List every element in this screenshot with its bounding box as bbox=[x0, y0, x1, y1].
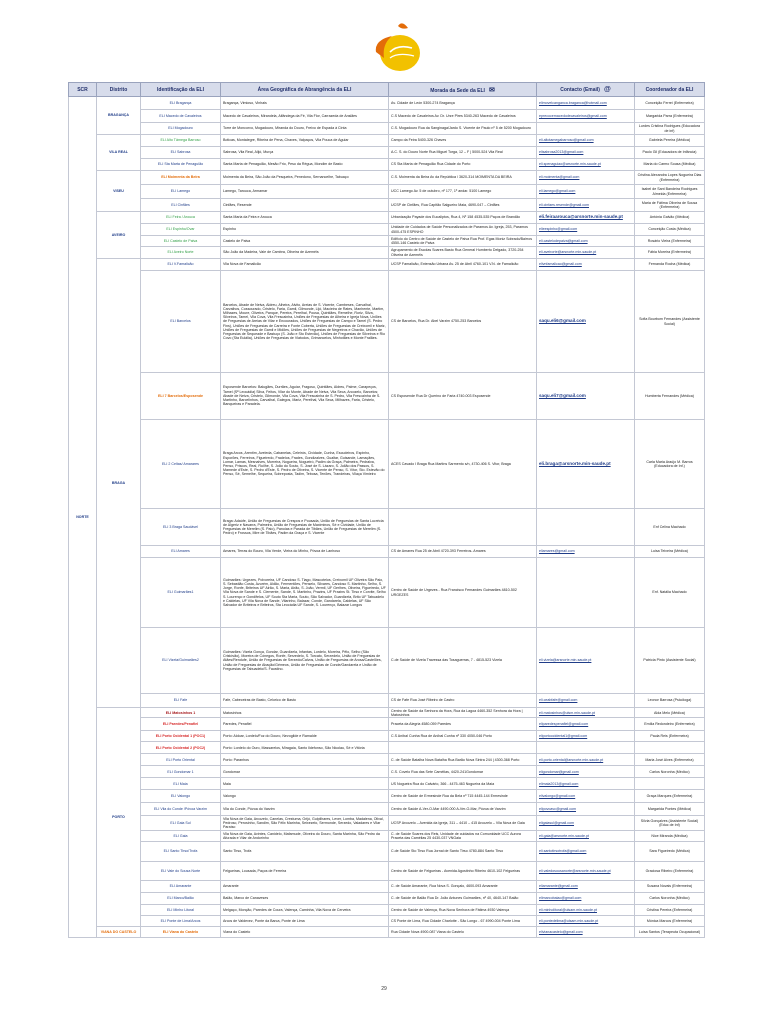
table-row bbox=[69, 731, 705, 742]
coordinator-cell: Conceição Costa (Médica) bbox=[635, 224, 705, 236]
coordinator-cell: Sara Figueiredo (Médica) bbox=[635, 842, 705, 862]
address-cell: CS Sta Marta de Penaguião Rua Cidade do Porto bbox=[389, 159, 537, 171]
eli-name: ELI Vizela/Guimarães2 bbox=[141, 628, 221, 694]
address-cell: C. de Saúde Soares dos Reis, Unidade de cuidados na Comunidade UCC Aurora Praceta das Camélias 25 4430-037 VNGaia bbox=[389, 831, 537, 842]
eli-name: ELI Espinho/Ovar bbox=[141, 224, 221, 236]
address-cell bbox=[389, 509, 537, 546]
eli-name: ELI Vila do Conde /Póvoa Varzim bbox=[141, 803, 221, 816]
coordinator-cell: Graciosa Ribeiro (Enfermeira) bbox=[635, 862, 705, 881]
eli-name: ELI Paredes/Penafiel bbox=[141, 718, 221, 731]
area-cell: Torre de Moncorvo, Mogadouro, Miranda do Douro, Freixo de Espada à Cinta bbox=[221, 123, 389, 135]
table-row bbox=[69, 558, 705, 628]
coordinator-cell: Sílvia Gonçalves (Assistente Social) (Educ de Inf) bbox=[635, 816, 705, 831]
table-row bbox=[69, 147, 705, 159]
eli-name: ELI 2 Celtas/ Amarares bbox=[141, 420, 221, 509]
address-cell: ACES Cavado I Braga Rua Martins Sarmento s/n, 4730-406 S. Vitor, Braga bbox=[389, 420, 537, 509]
eli-name: ELI Alto Tâmega Barroso bbox=[141, 135, 221, 147]
coordinator-cell: Margarida Parra (Enfermeira) bbox=[635, 110, 705, 123]
coordinator-cell: Margarida Pontes (Médica) bbox=[635, 803, 705, 816]
coordinator-cell: Isabel de Sant Bandeira Rodrigues Almeida (Enfermeira) bbox=[635, 185, 705, 199]
email-link[interactable] bbox=[537, 742, 635, 754]
coordinator-cell: Susana Novais (Enfermeira) bbox=[635, 881, 705, 893]
email-link[interactable]: eli.braga@arsnorte.min-saude.pt bbox=[537, 420, 635, 509]
table-row bbox=[69, 842, 705, 862]
table-row bbox=[69, 97, 705, 110]
address-cell: C.S Aníbal Cunha Rua de Aníbal Cunha nº 330 4050-046 Porto bbox=[389, 731, 537, 742]
eli-name: ELI Matosinhos 1 bbox=[141, 708, 221, 718]
eli-name: ELI Sta Marta de Penaguião bbox=[141, 159, 221, 171]
eli-name: ELI Santo Tirso/Trofa bbox=[141, 842, 221, 862]
eli-name: ELI Viana do Castelo bbox=[141, 927, 221, 938]
table-row bbox=[69, 236, 705, 247]
table-row bbox=[69, 247, 705, 259]
email-link[interactable]: eligondomar@gmail.com bbox=[537, 766, 635, 778]
eli-name: ELI Bragança bbox=[141, 97, 221, 110]
eli-name: ELI Valongo bbox=[141, 790, 221, 803]
coordinator-cell: Carlos Noronha (Médico) bbox=[635, 893, 705, 905]
address-cell: CS Ponte de Lima, Rua Cidade Charlotte - São Longo - 67 4990-004 Ponte Lima bbox=[389, 916, 537, 927]
area-cell: Valongo bbox=[221, 790, 389, 803]
district-cell: BRAGA bbox=[97, 259, 141, 708]
eli-name: ELI Ponte de Lima/Arcos bbox=[141, 916, 221, 927]
eli-table bbox=[68, 82, 705, 938]
address-cell: Centro de Saúde de Valença, Rua Nova Senhora de Fátima 4930 Valença bbox=[389, 905, 537, 916]
envelope-icon: ✉ bbox=[488, 86, 495, 94]
header-contact: Contacto (Email) @ bbox=[537, 83, 635, 97]
eli-name: ELI Moimenta da Beira bbox=[141, 171, 221, 185]
address-cell: C.S. Moimenta da Beira Av da República / 3620-314 MOIMENTA DA BEIRA bbox=[389, 171, 537, 185]
area-cell: Santa Marta de Penaguião, Mesão Frio, Peso da Régua, Mondim de Basto bbox=[221, 159, 389, 171]
eli-name: ELI Maia bbox=[141, 778, 221, 790]
area-cell: Santa Maria da Feira e Arouca bbox=[221, 212, 389, 224]
address-cell: C. de Saúde de Baião Rua Dr. João Antunes Guimarães, nº 40, 4640-147 Baião bbox=[389, 893, 537, 905]
email-link[interactable] bbox=[537, 558, 635, 628]
email-link[interactable]: eli.aveirorte@arsnorte.min-saude.pt bbox=[537, 247, 635, 259]
address-cell: C. de Saúde Amarante, Rua Nova S. Gonçalo, 4600-093 Amarante bbox=[389, 881, 537, 893]
coordinator-cell: Fábia Moreira (Enfermeira) bbox=[635, 247, 705, 259]
district-cell: VISEU bbox=[97, 171, 141, 212]
table-row bbox=[69, 199, 705, 212]
email-link[interactable]: eli.matosinhos@ulsm.min-saude.pt bbox=[537, 708, 635, 718]
table-row bbox=[69, 862, 705, 881]
eli-name: ELI Marco/Baião bbox=[141, 893, 221, 905]
address-cell: CS de Barcelos, Rua Dr. Abel Varzim 4750-253 Barcelos bbox=[389, 271, 537, 373]
coordinator-cell: Maria José Alves (Enfermeira) bbox=[635, 754, 705, 766]
email-link[interactable]: elipovoavc@gmail.com bbox=[537, 803, 635, 816]
table-row bbox=[69, 271, 705, 373]
table-row bbox=[69, 212, 705, 224]
address-cell: Unidade de Cuidados de Saúde Personalizados de Paramos Av. Igreja, 253, Paramos 4500-475 ESPINHO bbox=[389, 224, 537, 236]
email-link[interactable]: eli.pontedelima@ulsam.min-saude.pt bbox=[537, 916, 635, 927]
coordinator-cell: Paulo Gil (Educadora de Infância) bbox=[635, 147, 705, 159]
logo-icon bbox=[368, 22, 424, 74]
table-row bbox=[69, 224, 705, 236]
area-cell: Guimarães: Urgezes, Polvoreira, UF Candoso S. Tiago, Mascotelos, Creixomil UF Oliveira São Paio, S. Sebastião Costa, Azurém, Aldão, Fermentões, Penselo, Silvares, Candoso S. Martinho, Selho, S. Jorge, Ronfe, Briteiros UF Airão, S. Maria, Airão, S. João, Vermil, UF Gerlhes, Oliveira, Figueiredo, UF Vila Nova de Sande e S. Clemente, Sande, S. Martinho, Prazins, UF Prazins St. Tirso e Corvite, Selho S. Lourenço e Gondifelos, UF Souto Sta Maria, Souto, São Salvador, Guardizela, Brito UF Tabuadelo e Caldelas, UF Vila Nova de Sande, Vilarinho, Balazar, Conde, Gandarela, Caldelas, UF São Salvador de Briteiros e Briteiros, Sta Leocádia UF Sande, S. Lourenço, Balazar Longos bbox=[221, 558, 389, 628]
address-cell: Edifício do Centro de Saúde de Castelo de Paiva Rua Prof. Egas Moniz Sobrado/Bairros 4550-146 Castelo de Paiva bbox=[389, 236, 537, 247]
table-row bbox=[69, 718, 705, 731]
area-cell: Porto: Paranhos bbox=[221, 754, 389, 766]
eli-name: ELI Vale do Sousa Norte bbox=[141, 862, 221, 881]
coordinator-cell: Maria de Fátima Oliveira de Sousa (Enfermeira) bbox=[635, 199, 705, 212]
email-link[interactable]: elisabrosa2013@gmail.com bbox=[537, 147, 635, 159]
email-link[interactable]: eli.lamego@gmail.com bbox=[537, 185, 635, 199]
table-row bbox=[69, 171, 705, 185]
area-cell: Braga: Adaúfe, União de Freguesias de Crespos e Pousada, União de Freguesias de Santa Lucrécia de Algeriz e Navarra, Palmeira, União de Freguesias de Maximinos, Sé e Cividade, União de Freguesias de Merelim (S. Paio), Panoias e Parada de Tibães, União de Freguesias de Merelim (S. Pedro) e Frossos, Mire de Tibães, Padim da Graça e S. Vicente bbox=[221, 509, 389, 546]
at-icon: @ bbox=[603, 86, 611, 93]
email-link[interactable]: saqu.eli7@gmail.com bbox=[537, 373, 635, 420]
coordinator-cell: Conceição Ferrei (Enfermeira) bbox=[635, 97, 705, 110]
address-cell: CS de Fafe Rua José Ribeiro de Castro bbox=[389, 694, 537, 708]
coordinator-cell: Rosário Vieira (Enfermeira) bbox=[635, 236, 705, 247]
address-cell: Agrupamento de Escolas Soares Basto Rua General Humberto Delgado, 3720-254 Oliveira de Azeméis bbox=[389, 247, 537, 259]
eli-name: ELI 7 Barcelos/Esposende bbox=[141, 373, 221, 420]
email-link[interactable] bbox=[537, 123, 635, 135]
area-cell: Arcos de Valdevez, Ponte da Barca, Ponte de Lima bbox=[221, 916, 389, 927]
address-cell: UCSP Famalicão, Extensão Urbana Av. 25 de Abril 4760-101 V.N. de Famalicão bbox=[389, 259, 537, 271]
area-cell: Viana do Castelo bbox=[221, 927, 389, 938]
eli-name: ELI Feira / Arouca bbox=[141, 212, 221, 224]
area-cell: Fafe, Cabeceiras de Basto, Celorico de Basto bbox=[221, 694, 389, 708]
table-row bbox=[69, 742, 705, 754]
address-cell: UCC Lamego Av. 5 de outubro, nº 177, 1º andar. 5100 Lamego bbox=[389, 185, 537, 199]
area-cell: Vila Nova de Famalicão bbox=[221, 259, 389, 271]
address-cell: Av. Cidade de León 5300-274 Bragança bbox=[389, 97, 537, 110]
area-cell: São João da Madeira, Vale de Cambra, Oliveira de Azeméis bbox=[221, 247, 389, 259]
email-link[interactable]: elimovelcanganca.braganca@hotmail.com bbox=[537, 97, 635, 110]
table-row bbox=[69, 110, 705, 123]
eli-name: ELI Gaia Sul bbox=[141, 816, 221, 831]
eli-name: ELI 3 Braga Saudável bbox=[141, 509, 221, 546]
table-header bbox=[69, 83, 705, 97]
district-cell: AVEIRO bbox=[97, 212, 141, 259]
area-cell: Bragança, Vimioso, Vinhais bbox=[221, 97, 389, 110]
area-cell: Vila do Conde, Póvoa do Varzim bbox=[221, 803, 389, 816]
area-cell: Amares, Terras do Bouro, Vila Verde, Vieira do Minho, Póvoa de Lanhoso bbox=[221, 546, 389, 558]
address-cell: Praceta da Alegria 4580-059 Paredes bbox=[389, 718, 537, 731]
sch-cell: NORTE bbox=[69, 97, 97, 938]
district-cell: VIANA DO CASTELO bbox=[97, 927, 141, 938]
email-link[interactable]: eli.porto.oriental@arsnorte.min-saude.pt bbox=[537, 754, 635, 766]
email-link[interactable] bbox=[537, 509, 635, 546]
area-cell: Porto: Lordelo do Ouro, Massarelos, Miragaia, Santo Ildefonso, São Nicolau, Sé e Vitória bbox=[221, 742, 389, 754]
table-row bbox=[69, 135, 705, 147]
eli-name: ELI Barcelos bbox=[141, 271, 221, 373]
table-row bbox=[69, 694, 705, 708]
coordinator-cell: Humberta Fernandes (Médica) bbox=[635, 373, 705, 420]
address-cell: US Nogueira Rua do Calvário, 366 - 4475-463 Nogueira da Maia bbox=[389, 778, 537, 790]
email-link[interactable]: eliamarante@gmail.com bbox=[537, 881, 635, 893]
email-link[interactable]: elimarcobaiao@gmail.com bbox=[537, 893, 635, 905]
email-link[interactable]: elieespinho@gmail.com bbox=[537, 224, 635, 236]
area-cell: Maia bbox=[221, 778, 389, 790]
table-row bbox=[69, 803, 705, 816]
email-link[interactable]: eli.minholitoral@ulsam.min-saude.pt bbox=[537, 905, 635, 916]
page-number: 29 bbox=[381, 986, 387, 992]
email-link[interactable]: eliportoocidental1@gmail.com bbox=[537, 731, 635, 742]
area-cell: Esposende Barcelos: Balugães, Durrães, Aguiar, Fragoso, Quintiães, Aldreu, Palme, Carapeços, Tamel (Sª Leocádia) Silva, Feitos, Vilar do Monte, Abade de Neiva, Vila Seca, Arcozelo, Barcelos; Abade de Neiva, Cristelo, Gilmonde, Vila Cova, Vila Frescainha de S. Pedro, Vila Frescainha de S. Martinho, Barcelinhos, Carvalhal, Galegos, Mariz, Perelhal, Vila Seca, Milhazes, Faria, Cristelo, Banqueiras e Paradela. bbox=[221, 373, 389, 420]
table-row bbox=[69, 628, 705, 694]
address-cell: C.S Macedo de Cavaleiros Av. Dr. Urze Pires 5340-263 Macedo de Cavaleiros bbox=[389, 110, 537, 123]
email-link[interactable]: eliamares@gmail.com bbox=[537, 546, 635, 558]
table-row bbox=[69, 754, 705, 766]
address-cell: Campo da Feira 5400-326 Chaves bbox=[389, 135, 537, 147]
area-cell: Amarante bbox=[221, 881, 389, 893]
area-cell: Porto: Aldoar, Lordelo/Foz do Douro, Nevogilde e Ramalde bbox=[221, 731, 389, 742]
coordinator-cell: Alda Melo (Médica) bbox=[635, 708, 705, 718]
address-cell: CS de Amares Rua 25 de Abril 4720-393 Ferreiros- Amares bbox=[389, 546, 537, 558]
coordinator-cell bbox=[635, 778, 705, 790]
area-cell: Lamego, Tarouca, Armamar bbox=[221, 185, 389, 199]
address-cell: UCSP Arcozelo – Avenida da Igreja, 311 – 4410 – 415 Arcozelo – Vila Nova de Gaia bbox=[389, 816, 537, 831]
area-cell: Matosinhos bbox=[221, 708, 389, 718]
table-row bbox=[69, 905, 705, 916]
table-row bbox=[69, 546, 705, 558]
eli-name: ELI Porto Oriental bbox=[141, 754, 221, 766]
address-cell: Centro de Saúde da Senhora da Hora, Rua da Lagoa 4460-352 Senhora da Hora | Matosinhos bbox=[389, 708, 537, 718]
email-link[interactable]: eli.vizela@arsnorte.min-saude.pt bbox=[537, 628, 635, 694]
email-link[interactable]: elivianacastelo@gmail.com bbox=[537, 927, 635, 938]
coordinator-cell: Sofia Bourbom Fernandes (Assistente Social) bbox=[635, 271, 705, 373]
table-row bbox=[69, 927, 705, 938]
email-link[interactable]: elivnfamalicao@gmail.com bbox=[537, 259, 635, 271]
table-row bbox=[69, 893, 705, 905]
table-row bbox=[69, 916, 705, 927]
address-cell: Centro de Saúde de Urgezes - Rua Francisco Fernandes Guimarães 4810-502 URGEZES bbox=[389, 558, 537, 628]
header-district: Distrito bbox=[97, 83, 141, 97]
table-row bbox=[69, 831, 705, 842]
eli-name: ELI Gaia bbox=[141, 831, 221, 842]
area-cell: Braga Arcos, Arentim, Aveleda, Cabanelas, Celeirós, Cividade, Cunha, Escudeiros, Espinho, Esporões, Ferreiros, Figueiredo, Fradelos, Frades, Gondizalves, Gualtar, Guisande, Lamaçães, Lomar, Lamas, Mesnalves, Morreira, Nogueira, Nogueiró, Padim da Graça, Palmeira, Pedralva, Penso, Priscos, Real, Ruílhe, S. João do Souto, S. José de S. Lázaro, S. Julião dos Passos, S. Mamede d'Este, S. Pedro d'Este, S. Pedro de Oliveira, S. Vicente de Penso, S. Vítor, Sto. Estevão do Penso, Sé, Semelhe, Sequeira, Sobreposta, Tadim, Tebosa, Tenões, Trandeiras, Vilaça Vimieiro bbox=[221, 420, 389, 509]
address-cell: C.de Saúde de Vizela Travessa das Tosaguerras, 7 - 4815-523 Vizela bbox=[389, 628, 537, 694]
table-row bbox=[69, 123, 705, 135]
area-cell: Vila Nova de Gaia, Arcozelo, Canelas, Crestuma, Grijó, Gulpilhares, Lever, Lomba, Madalena, Olival, Pedroso, Perosinho, Sandim, São Félix Marinha, Seixezelo, Sermonde, Serzedo, Valadares e Vilar Paraíso bbox=[221, 816, 389, 831]
email-link[interactable]: eli.altotamegabarroso@gmail.com bbox=[537, 135, 635, 147]
area-cell: Felgueiras, Lousada, Paços de Ferreira bbox=[221, 862, 389, 881]
eli-name: ELI Amares bbox=[141, 546, 221, 558]
coordinator-cell: Cristina Pereira (Enfermeira) bbox=[635, 905, 705, 916]
area-cell: Cinfães, Resende bbox=[221, 199, 389, 212]
coordinator-cell: Enf. Natália Machado bbox=[635, 558, 705, 628]
address-cell: Urbanização Payade dos Eucaliptos, Rua 4, Nº 158 4535-535 Paços de Brandão bbox=[389, 212, 537, 224]
eli-name: ELI Guimarães1 bbox=[141, 558, 221, 628]
coordinator-cell: Luisa Teixeira (Médica) bbox=[635, 546, 705, 558]
coordinator-cell: Carlos Noronha (Médico) bbox=[635, 766, 705, 778]
coordinator-cell: Lurdes Cristina Rodrigues (Educadora de inf) bbox=[635, 123, 705, 135]
area-cell: Guimarães: Vizela Gonça, Gondar, Guardizela, Infantas, Lordelo, Moreira, Pêlo, Selho (São Cristóvão), Moreira de Cónegos, Ronfe, Serzedelo, S. Torcato, Serzedelo, União de Freguesias de Atães/Rendufe, União de Freguesias de Serzedo/Calvos, União de Freguesias de Arosa/Castelões, União de Freguesias de Abação/Gémeos, União de Freguesias de Conde/Gandarela e União de Freguesias de Tabuadelo/S. Faustino. bbox=[221, 628, 389, 694]
email-link[interactable]: elivalongo@gmail.com bbox=[537, 790, 635, 803]
eli-name: ELI Lamego bbox=[141, 185, 221, 199]
table-row bbox=[69, 259, 705, 271]
coordinator-cell: Paula Reis (Enfermeira) bbox=[635, 731, 705, 742]
email-link[interactable]: eli.gaia@arsnorte.min-saude.pt bbox=[537, 831, 635, 842]
email-link[interactable]: elimaia2013@gmail.com bbox=[537, 778, 635, 790]
area-cell: Castelo de Paiva bbox=[221, 236, 389, 247]
table-row bbox=[69, 373, 705, 420]
address-cell: Centro de Saúde A-Ver-O-Mar 4490-000 A-Ver-O-Mar, Póvoa de Varzim bbox=[389, 803, 537, 816]
coordinator-cell: Emília Redondeiro (Enfermeira) bbox=[635, 718, 705, 731]
email-link[interactable]: eprecocemacedodecavaleiros@gmail.com bbox=[537, 110, 635, 123]
table-row bbox=[69, 881, 705, 893]
eli-name: ELI Fafe bbox=[141, 694, 221, 708]
area-cell: Barcelos, Abade de Neiva, Aldreu, Alheira, Alvito, Areias de S. Vicente, Cambeses, Carvalhal, Carvalhos, Cossourado, Cristelo, Faria, Gamil, Gilmonde, Lijó, Macieira de Rates, Manhente, Martim, Milhazes, Moure, Oliveira, Panque, Pereira, Perelhal, Pousa, Quintiães, Remelhe, Roriz, Silva, Silveiros, Tamel, Vila Cova, Vila Frescainha, Uniões de Freguesias de Alheira e Igreja Nova, Uniões de Freguesias de Areias de Vilar e Encourados, Uniões de Freguesias de Campo e Tamel (S. Pedro Fins), Uniões de Freguesias de Carreira e Fonte Coberta, Uniões de Freguesias de Creixomil e Mariz, Uniões de Freguesias de Gamil e Midões, Uniões de Freguesias de Negreiros e Chavão, Uniões de Freguesias de Sequeade e Bastuço (S. João e Sto Estevão), Uniões de Freguesias de Silveiros e Rio Covo (Sta Eulália), Uniões de Freguesias de Viatodos, Grimancelos, Minhotães e Monte Fralães. bbox=[221, 271, 389, 373]
address-cell: Rua Cidade Nova 4900-087 Viana do Castelo bbox=[389, 927, 537, 938]
address-cell: UCSP de Cinfães, Rua Capitão Salgueiro Maia, 4690-047 – Cinfães bbox=[389, 199, 537, 212]
coordinator-cell: Gabriela Pereira (Médica) bbox=[635, 135, 705, 147]
eli-name: ELI Sabrosa bbox=[141, 147, 221, 159]
coordinator-cell: Nice Miranda (Médica) bbox=[635, 831, 705, 842]
header-sch: SCR bbox=[69, 83, 97, 97]
coordinator-cell: Mónica Marcos (Enfermeira) bbox=[635, 916, 705, 927]
table-row bbox=[69, 816, 705, 831]
area-cell: Gondomar bbox=[221, 766, 389, 778]
coordinator-cell: Fernanda Rocha (Médica) bbox=[635, 259, 705, 271]
eli-name: ELI Castelo de Paiva bbox=[141, 236, 221, 247]
coordinator-cell: Carla Maria Araújo M. Barros (Educadora de Inf.) bbox=[635, 420, 705, 509]
eli-name: ELI Porto Ocidental 1 (POC1) bbox=[141, 731, 221, 742]
eli-name: ELI Aveiro Norte bbox=[141, 247, 221, 259]
header-eli: Identificação da ELI bbox=[141, 83, 221, 97]
address-cell: C.de Saúde Sto Tirso Rua Jornal de Santo Tirso 4780-884 Santo Tirso bbox=[389, 842, 537, 862]
table-row bbox=[69, 778, 705, 790]
address-cell: C.S. Covelo Rua das Sete Camélias, 4420-241Gondomar bbox=[389, 766, 537, 778]
coordinator-cell: Maria do Carmo Sousa (Médica) bbox=[635, 159, 705, 171]
header-area: Área Geográfica de Abrangência da ELI bbox=[221, 83, 389, 97]
email-link[interactable]: eli.feiraarouca@arsnorte.min-saude.pt bbox=[537, 212, 635, 224]
eli-name: ELI Minho Litoral bbox=[141, 905, 221, 916]
area-cell: Macedo de Cavaleiros, Mirandela, Alfândega da Fé, Vila Flor, Carrazeda de Ansiães bbox=[221, 110, 389, 123]
address-cell bbox=[389, 742, 537, 754]
table-row bbox=[69, 420, 705, 509]
header-coordinator: Coordenador da ELI bbox=[635, 83, 705, 97]
address-cell: C.S. Mogadouro Rua da Sanginaga/Jardo S. Vicente de Paulo nº 5 de 5200 Mogadouro bbox=[389, 123, 537, 135]
district-cell: VILA REAL bbox=[97, 135, 141, 171]
address-cell: Centro de Saúde de Felgueiras - Avenida Agostinho Ribeiro 4610-102 Felgueiras bbox=[389, 862, 537, 881]
eli-name: ELI Porto Ocidental 2 (POC2) bbox=[141, 742, 221, 754]
address-cell: CS Esposende Rua Dr Querino de Faria 4740-003 Esposende bbox=[389, 373, 537, 420]
table-row bbox=[69, 185, 705, 199]
area-cell: Boticas, Montalegre, Ribeira de Pena, Chaves, Valpaços, Vila Pouca de Aguiar bbox=[221, 135, 389, 147]
email-link[interactable]: eli.santotirsotrofa@gmail.com bbox=[537, 842, 635, 862]
eli-name: ELI Mogadouro bbox=[141, 123, 221, 135]
coordinator-cell: Antónia Galvão (Médica) bbox=[635, 212, 705, 224]
email-link[interactable]: saqu.eli6@gmail.com bbox=[537, 271, 635, 373]
eli-name: ELI Gondomar 1 bbox=[141, 766, 221, 778]
email-link[interactable]: eli.spenaguiao@arsnorte.min-saude.pt bbox=[537, 159, 635, 171]
table-row bbox=[69, 159, 705, 171]
area-cell: Sabrosa, Vila Real, Alijó, Murça bbox=[221, 147, 389, 159]
coordinator-cell: Patrícia Pinto (Assistente Social) bbox=[635, 628, 705, 694]
coordinator-cell: Cristina Alexandra Lopes Nogueira Dias (Enfermeira) bbox=[635, 171, 705, 185]
table-row bbox=[69, 790, 705, 803]
email-link[interactable]: eli.castelodepaiva@gmail.com bbox=[537, 236, 635, 247]
eli-name: ELI V.Famalicão bbox=[141, 259, 221, 271]
coordinator-cell: Enf Celina Machado bbox=[635, 509, 705, 546]
header-address: Morada da Sede da ELI ✉ bbox=[389, 83, 537, 97]
district-cell: BRAGANÇA bbox=[97, 97, 141, 135]
address-cell: A.C. S. do Douro Norte Rua Miguel Torga, 12 – F | 5000-524 Vila Real bbox=[389, 147, 537, 159]
email-link[interactable]: eligaiasul@gmail.com bbox=[537, 816, 635, 831]
email-link[interactable]: eli.ceabfafe@gmail.com bbox=[537, 694, 635, 708]
table-row bbox=[69, 708, 705, 718]
coordinator-cell bbox=[635, 742, 705, 754]
area-cell: Moimenta da Beira, São João da Pesqueira, Penedono, Sernancelhe, Tabuaço bbox=[221, 171, 389, 185]
address-cell: C. de Saúde Batalha Nova Batalha Rua Barão Nova Sintra 244 | 4300-368 Porto bbox=[389, 754, 537, 766]
area-cell: Espinho bbox=[221, 224, 389, 236]
email-link[interactable]: eli.cinfaes.resende@gmail.com bbox=[537, 199, 635, 212]
coordinator-cell: Luísa Santos (Terapeuta Ocupacional) bbox=[635, 927, 705, 938]
coordinator-cell: Leonor Barrosa (Psicóloga) bbox=[635, 694, 705, 708]
area-cell: Melgaço, Monção, Paredes de Coura, Valença, Caminha, Vila Nova de Cerveira bbox=[221, 905, 389, 916]
table-row bbox=[69, 766, 705, 778]
area-cell: Paredes, Penafiel bbox=[221, 718, 389, 731]
email-link[interactable]: eli.valedosousanorte@arsnorte.min-saude.pt bbox=[537, 862, 635, 881]
email-link[interactable]: eliparedespenafiel@gmail.com bbox=[537, 718, 635, 731]
coordinator-cell: Graça Marques (Enfermeira) bbox=[635, 790, 705, 803]
table-row bbox=[69, 509, 705, 546]
area-cell: Baião, Marco de Canaveses bbox=[221, 893, 389, 905]
email-link[interactable]: eli.moimenta@gmail.com bbox=[537, 171, 635, 185]
eli-name: ELI Macedo de Cavaleiros bbox=[141, 110, 221, 123]
area-cell: Santo Tirso, Trofa bbox=[221, 842, 389, 862]
district-cell: PORTO bbox=[97, 708, 141, 927]
eli-name: ELI Amarante bbox=[141, 881, 221, 893]
eli-name: ELI Cinfães bbox=[141, 199, 221, 212]
address-cell: Centro de Saúde de Ermesinde Rua da Bela nº 715 4445-144 Ermesinde bbox=[389, 790, 537, 803]
area-cell: Vila Nova de Gaia, Avintes, Canidelo, Mafamude, Oliveira do Douro, Santa Marinha, São Pedro da Afurada e Vilar de Andorinho bbox=[221, 831, 389, 842]
